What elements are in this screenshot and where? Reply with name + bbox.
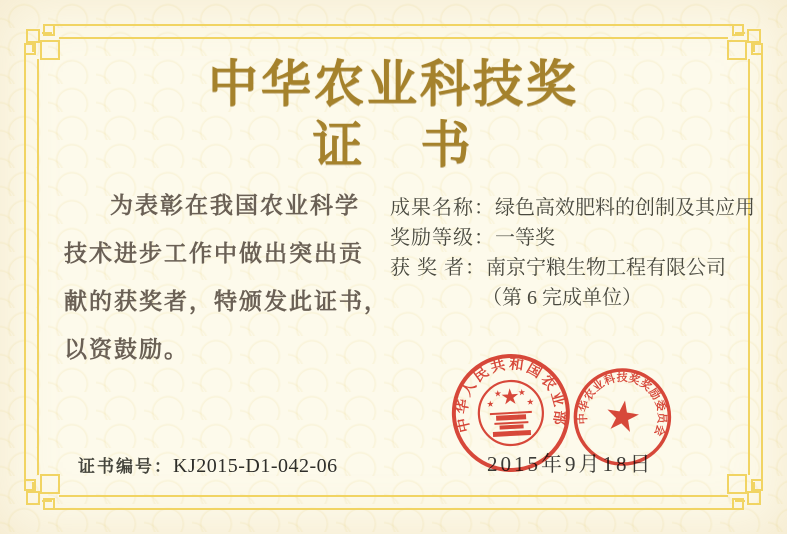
citation-text xyxy=(64,182,394,374)
seal-ring-text: 中华人民共和国农业部 xyxy=(454,356,568,434)
certificate-number-value: KJ2015-D1-042-06 xyxy=(173,455,338,477)
award-committee-seal xyxy=(561,356,683,482)
certificate-title: 证 书 xyxy=(312,117,475,173)
seal-ring-text: 中华农业科技奖奖励委员会 xyxy=(577,372,668,438)
certificate-number xyxy=(78,452,338,478)
award-details xyxy=(390,193,770,313)
detail-label: 获 奖 者： xyxy=(390,257,486,279)
detail-label: 奖励等级： xyxy=(390,227,495,249)
issue-date: 2015年9月18日 xyxy=(487,452,654,476)
ministry-seal xyxy=(445,347,578,484)
award-title: 中华农业科技奖 xyxy=(208,56,579,112)
ministry-seal-graphic xyxy=(445,347,577,479)
detail-row-grade xyxy=(390,223,770,253)
certificate-number-label: 证书编号： xyxy=(78,457,173,476)
detail-value: 绿色高效肥料的创制及其应用 xyxy=(495,197,755,219)
completion-unit-note: （第 6 完成单位） xyxy=(482,287,642,309)
committee-seal-graphic xyxy=(562,356,683,477)
citation-line: 技术进步工作中做出突出贡 xyxy=(64,241,364,266)
detail-row-achievement xyxy=(390,193,770,223)
star-icon xyxy=(605,398,641,433)
citation-line: 以资鼓励。 xyxy=(64,337,189,362)
detail-value: 一等奖 xyxy=(495,227,555,249)
citation-line: 为表彰在我国农业科学 xyxy=(110,193,360,218)
national-emblem-icon xyxy=(477,379,544,446)
detail-row-awardee xyxy=(390,253,770,283)
citation-line: 献的获奖者，特颁发此证书， xyxy=(64,289,389,314)
detail-label: 成果名称： xyxy=(390,197,495,219)
detail-value: 南京宁粮生物工程有限公司 xyxy=(486,257,726,279)
